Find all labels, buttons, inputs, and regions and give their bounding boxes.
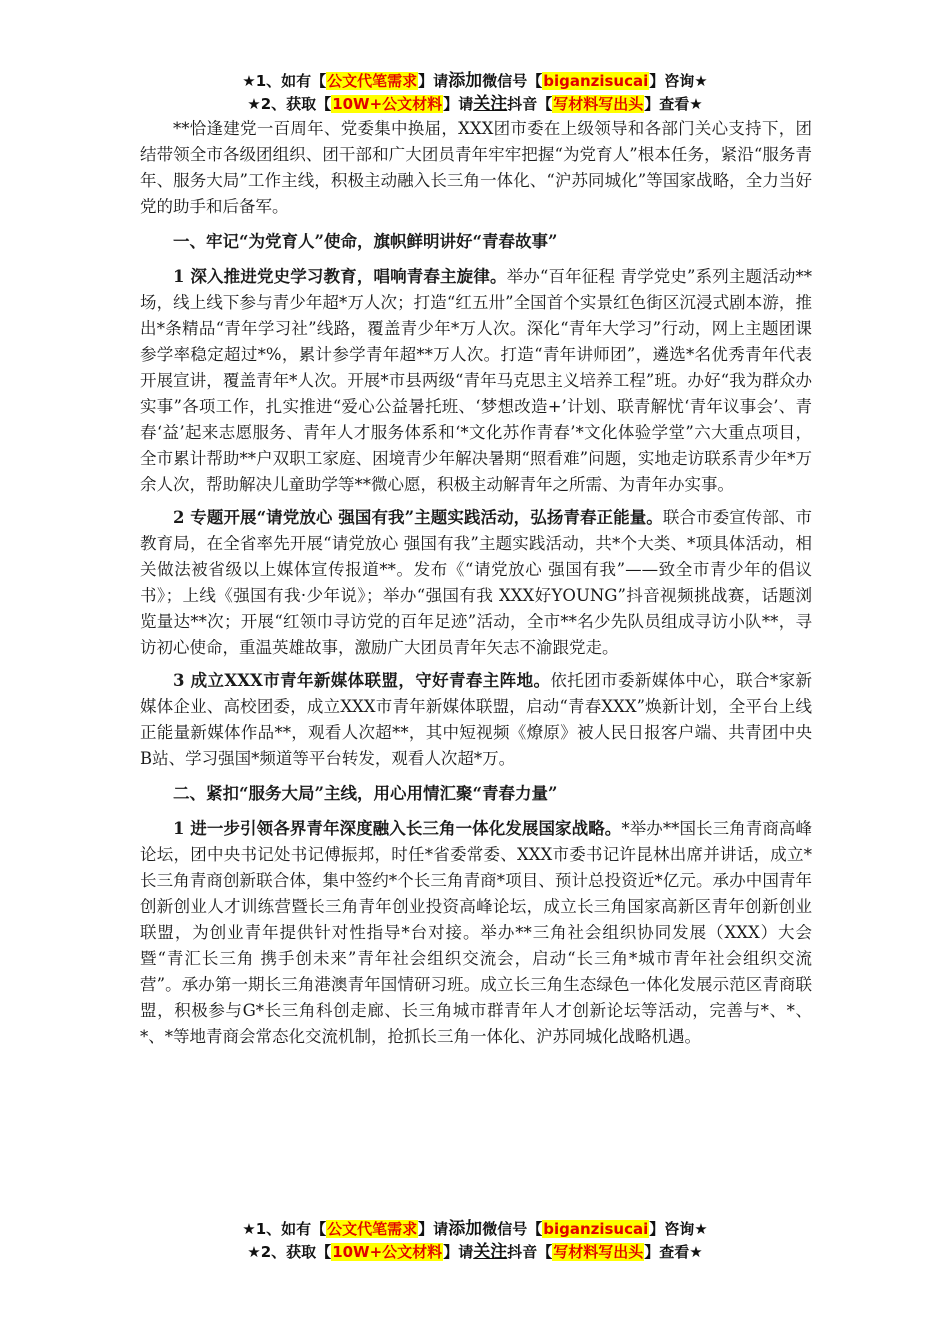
banner-text: 】咨询★ xyxy=(649,72,708,90)
paragraph-lead: 1 进一步引领各界青年深度融入长三角一体化发展国家战略。 xyxy=(173,819,622,838)
promo-banner-line-2-bottom xyxy=(150,1241,800,1263)
paragraph-lead: 2 专题开展“请党放心 强国有我”主题实践活动，弘扬青春正能量。 xyxy=(173,508,663,527)
banner-text: ★1、如有【 xyxy=(242,1220,327,1238)
section-1-heading: 一、牢记“为党育人”使命，旗帜鲜明讲好“青春故事” xyxy=(173,232,558,251)
section-2-heading: 二、紧扣“服务大局”主线，用心用情汇聚“青春力量” xyxy=(173,784,558,803)
banner-text: 】请 xyxy=(443,95,474,113)
paragraph-body: 举办“百年征程 青学党史”系列主题活动**场，线上线下参与青少年超*万人次；打造“红五卅”全国首个实景红色街区沉浸式剧本游，推出*条精品“青年学习社”线路，覆盖青少年*万人次。深化“青年大学习”行动，网上主题团课参学率稳定超过*%，累计参学青年超**万人次。打造“青年讲师团”，遴选*名优秀青年代表开展宣讲，覆盖青年*人次。开展*市县两级“青年马克思主义培养工程”班。办好“我为群众办实事”各项工作，扎实推进“爱心公益暑托班、‘梦想改造+’计划、联青解忧‘青年议事会’、青春‘益’起来志愿服务、青年人才服务体系和‘*文化苏作青春’*文化体验学堂”六大重点项目，全市累计帮助**户双职工家庭、困境青少年解决暑期“照看难”问题，实地走访联系青少年*万余人次，帮助解决儿童助学等**微心愿，积极主动解青年之所需、为青年办实事。 xyxy=(140,267,812,494)
banner-text: ★2、获取【 xyxy=(247,95,332,113)
article-body xyxy=(140,116,812,1050)
paragraph-1-1 xyxy=(140,264,812,498)
highlight-wechat-id: biganzisucai xyxy=(543,1220,649,1238)
promo-banner-line-1-bottom xyxy=(150,1218,800,1240)
banner-text: 】查看★ xyxy=(644,95,703,113)
highlight-service: 公文代笔需求 xyxy=(327,1220,418,1238)
paragraph-body: 依托团市委新媒体中心，联合*家新媒体企业、高校团委，成立XXX市青年新媒体联盟，启动“青春XXX”焕新计划，全平台上线正能量新媒体作品**，观看人次超**，其中短视频《燎原》被人民日报客户端、共青团中央B站、学习强国*频道等平台转发，观看人次超*万。 xyxy=(140,671,813,768)
intro-paragraph: **恰逢建党一百周年、党委集中换届，XXX团市委在上级领导和各部门关心支持下，团结带领全市各级团组织、团干部和广大团员青年牢牢把握“为党育人”根本任务，紧沿“服务青年、服务大局”工作主线，积极主动融入长三角一体化、“沪苏同城化”等国家战略，全力当好党的助手和后备军。 xyxy=(140,119,812,216)
banner-text: 】请 xyxy=(418,1220,449,1238)
banner-text: ★2、获取【 xyxy=(247,1243,332,1261)
paragraph-lead: 3 成立XXX市青年新媒体联盟，守好青春主阵地。 xyxy=(173,671,551,690)
banner-text: 】查看★ xyxy=(644,1243,703,1261)
highlight-materials: 10W+公文材料 xyxy=(332,95,443,113)
emphasis-add: 添加 xyxy=(448,71,483,91)
highlight-service: 公文代笔需求 xyxy=(327,72,418,90)
banner-text: 】咨询★ xyxy=(649,1220,708,1238)
promo-banner-line-1-top xyxy=(150,70,800,92)
highlight-douyin-account: 写材料写出头 xyxy=(553,95,644,113)
paragraph-body: *举办**国长三角青商高峰论坛，团中央书记处书记傅振邦，时任*省委常委、XXX市委书记许昆林出席并讲话，成立*长三角青商创新联合体，集中签约*个长三角青商*项目、预计总投资近*亿元。承办中国青年创新创业人才训练营暨长三角青年创业投资高峰论坛，成立长三角国家高新区青年创新创业联盟，为创业青年提供针对性指导*台对接。举办**三角社会组织协同发展（XXX）大会暨“青汇长三角 携手创未来”青年社会组织交流会，启动“长三角*城市青年社会组织交流营”。承办第一期长三角港澳青年国情研习班。成立长三角生态绿色一体化发展示范区青商联盟，积极参与G*长三角科创走廊、长三角城市群青年人才创新论坛等活动，完善与*、*、*、*等地青商会常态化交流机制，抢抓长三角一体化、沪苏同城化战略机遇。 xyxy=(140,819,812,1046)
highlight-wechat-id: biganzisucai xyxy=(543,72,649,90)
paragraph-1-2 xyxy=(140,505,812,661)
paragraph-body: 联合市委宣传部、市教育局，在全省率先开展“请党放心 强国有我”主题实践活动，共*个大类、*项具体活动，相关做法被省级以上媒体宣传报道**。发布《“请党放心 强国有我”——致全市青少年的倡议书》；上线《强国有我·少年说》；举办“强国有我 XXX好YOUNG”抖音视频挑战赛，话题浏览量达**次；开展“红领巾寻访党的百年足迹”活动，全市**名少先队员组成寻访小队**，寻访初心使命，重温英雄故事，激励广大团员青年矢志不渝跟党走。 xyxy=(140,508,812,657)
banner-text: 抖音【 xyxy=(507,95,553,113)
banner-text: 】请 xyxy=(418,72,449,90)
banner-text: ★1、如有【 xyxy=(242,72,327,90)
highlight-materials: 10W+公文材料 xyxy=(332,1243,443,1261)
emphasis-follow: 关注 xyxy=(473,94,508,114)
highlight-douyin-account: 写材料写出头 xyxy=(553,1243,644,1261)
banner-text: 微信号【 xyxy=(482,1220,543,1238)
paragraph-lead: 1 深入推进党史学习教育，唱响青春主旋律。 xyxy=(173,267,507,286)
banner-text: 】请 xyxy=(443,1243,474,1261)
promo-banner-line-2-top xyxy=(150,93,800,115)
banner-text: 抖音【 xyxy=(507,1243,553,1261)
emphasis-add: 添加 xyxy=(448,1219,483,1239)
emphasis-follow: 关注 xyxy=(473,1242,508,1262)
banner-text: 微信号【 xyxy=(482,72,543,90)
paragraph-2-1 xyxy=(140,816,812,1050)
paragraph-1-3 xyxy=(140,668,812,772)
